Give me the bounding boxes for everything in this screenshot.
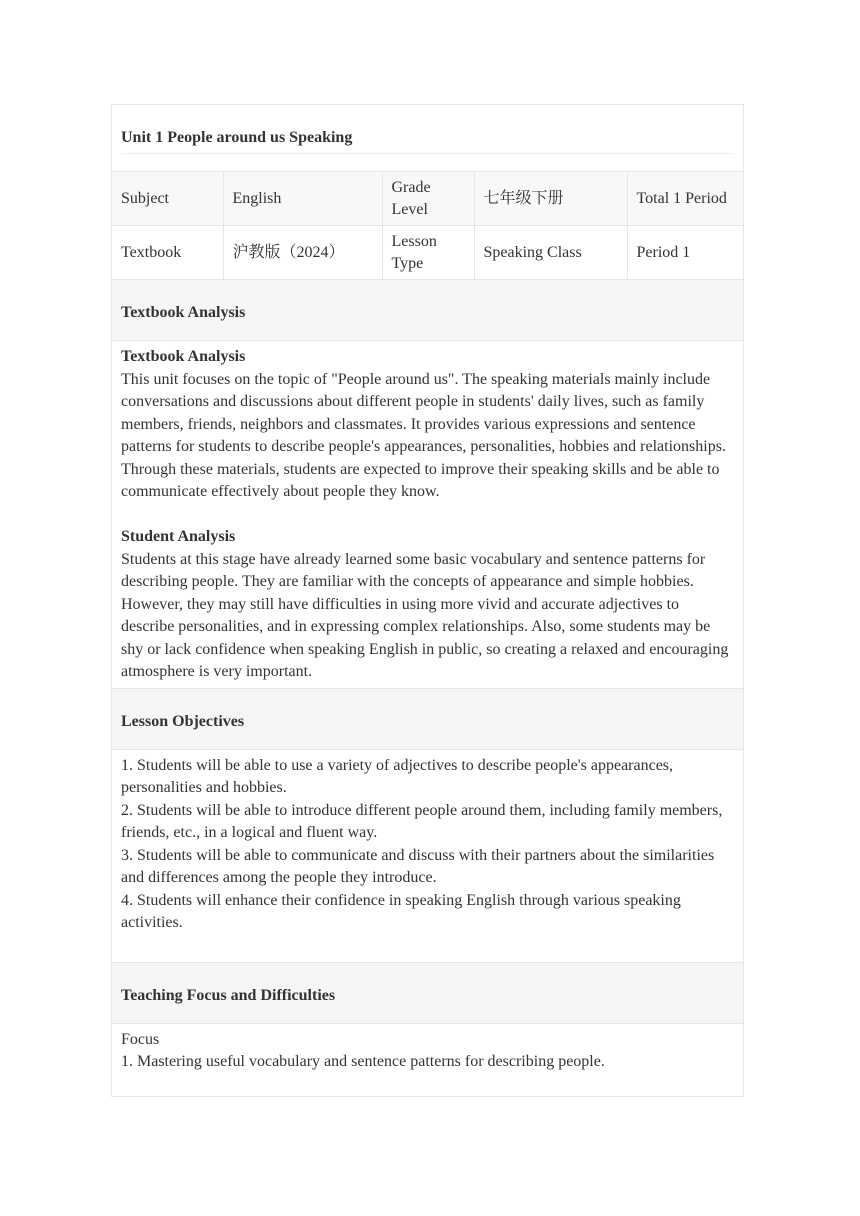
lesson-objectives-header xyxy=(112,689,743,750)
textbook-label: Textbook xyxy=(112,226,223,280)
period-number: Period 1 xyxy=(627,226,744,280)
focus-label: Focus xyxy=(121,1030,160,1048)
subject-label: Subject xyxy=(112,172,223,226)
lesson-type-label: Lesson Type xyxy=(382,226,474,280)
lesson-objectives-body xyxy=(112,750,743,963)
lesson-plan-sheet xyxy=(111,104,744,1097)
teaching-focus-body xyxy=(112,1024,743,1078)
student-analysis-text: Students at this stage have already learned some basic vocabulary and sentence patterns for describing people. They are familiar with the concepts of appearance and simple hobbies. However, they may still have difficulties in using more vivid and accurate adjectives to describe personalities, and in expressing complex relationships. Also, some students may be shy or lack confidence when speaking English in public, so creating a relaxed and encouraging atmosphere is very important. xyxy=(121,550,729,680)
focus-item: 1. Mastering useful vocabulary and sentence patterns for describing people. xyxy=(121,1053,605,1070)
section-heading: Teaching Focus and Difficulties xyxy=(121,986,336,1004)
table-row xyxy=(112,226,744,280)
objective-item: 3. Students will be able to communicate and discuss with their partners about the similarities and differences among the people they introduce. xyxy=(121,846,715,886)
textbook-value: 沪教版（2024） xyxy=(223,226,382,280)
textbook-analysis-subheading: Textbook Analysis xyxy=(121,348,246,365)
lesson-type-value: Speaking Class xyxy=(474,226,627,280)
lesson-info-table xyxy=(112,172,744,280)
grade-level-value: 七年级下册 xyxy=(474,172,627,226)
subject-value: English xyxy=(223,172,382,226)
section-heading: Lesson Objectives xyxy=(121,712,245,730)
paragraph-gap xyxy=(121,504,734,527)
objective-item: 1. Students will be able to use a variety of adjectives to describe people's appearances, personalities and hobbies. xyxy=(121,756,674,796)
table-row xyxy=(112,172,744,226)
grade-level-label: Grade Level xyxy=(382,172,474,226)
objective-item: 4. Students will enhance their confidence in speaking English through various speaking activities. xyxy=(121,891,681,931)
teaching-focus-header xyxy=(112,963,743,1024)
textbook-analysis-body xyxy=(112,341,743,689)
lesson-title: Unit 1 People around us Speaking xyxy=(121,129,353,146)
student-analysis-subheading: Student Analysis xyxy=(121,528,236,545)
textbook-analysis-text: This unit focuses on the topic of "People around us". The speaking materials mainly include conversations and discussions about different people in students' daily lives, such as family members, friends, neighbors and classmates. It provides various expressions and sentence patterns for students to describe people's appearances, personalities, hobbies and relationships. Through these materials, students are expected to improve their speaking skills and be able to communicate effectively about people they know. xyxy=(121,370,726,500)
period-total: Total 1 Period xyxy=(627,172,744,226)
title-divider xyxy=(121,153,734,154)
textbook-analysis-header xyxy=(112,280,743,341)
title-row xyxy=(112,105,743,172)
section-heading: Textbook Analysis xyxy=(121,304,246,321)
objective-item: 2. Students will be able to introduce different people around them, including family members, friends, etc., in a logical and fluent way. xyxy=(121,801,723,841)
